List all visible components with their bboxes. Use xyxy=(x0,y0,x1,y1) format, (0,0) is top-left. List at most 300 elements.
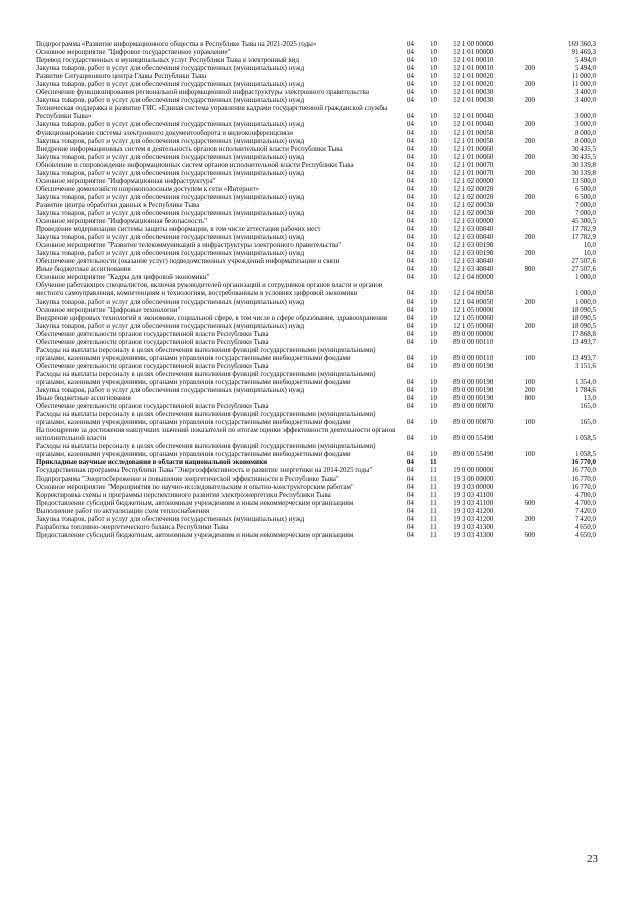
row-expense-type xyxy=(525,273,550,281)
row-amount: 7 000,0 xyxy=(575,208,596,217)
row-amount: 45 300,5 xyxy=(571,217,596,226)
row-amount: 7 420,0 xyxy=(575,506,596,515)
row-amount: 5 494,0 xyxy=(575,56,596,65)
row-section-code: 04 xyxy=(406,128,414,137)
row-expense-type xyxy=(525,56,550,64)
row-section-code: 04 xyxy=(406,72,414,81)
row-amount: 30 435,5 xyxy=(571,152,596,161)
table-row xyxy=(36,346,596,362)
row-amount: 8 000,0 xyxy=(575,136,596,145)
row-subsection-code: 10 xyxy=(429,80,437,89)
row-expense-type xyxy=(525,306,550,314)
row-amount: 3 000,0 xyxy=(575,112,596,121)
row-target-code: 12 1 03 00000 xyxy=(453,217,494,226)
row-target-code: 12 1 04 00000 xyxy=(453,273,494,282)
table-row xyxy=(36,330,596,338)
row-name: Перевод государственных и муниципальных услуг Республики Тыва в электронный вид xyxy=(36,56,300,65)
row-expense-type xyxy=(525,177,550,185)
row-name: Расходы на выплаты персоналу в целях обеспечения выполнения функций государственными (муниципальными) органами, казенными учреждениями, органами управления государственными внебюджетными фондами xyxy=(36,369,376,386)
row-section-code: 04 xyxy=(406,225,414,234)
row-expense-type: 200 xyxy=(524,192,536,201)
row-name: Подпрограмма "Энергосбережение и повышение энергетической эффективности в Республике Тыва" xyxy=(36,474,339,483)
table-row xyxy=(36,225,596,233)
table-row xyxy=(36,531,596,539)
row-target-code: 12 1 01 00020 xyxy=(453,72,494,81)
row-name: Иные бюджетные ассигнования xyxy=(36,394,131,403)
row-name: Развитие центра обработки данных в Республике Тыва xyxy=(36,200,200,209)
row-expense-type: 200 xyxy=(524,297,536,306)
row-section-code: 04 xyxy=(406,402,414,411)
budget-table-body xyxy=(36,40,596,539)
row-amount: 4 700,0 xyxy=(575,498,596,507)
row-name: Корректировка схемы и программы перспективного развития электроэнергетики Республики Тыва xyxy=(36,490,331,499)
row-target-code: 12 1 01 00060 xyxy=(453,144,494,153)
row-expense-type xyxy=(525,475,550,483)
row-target-code: 89 0 00 55490 xyxy=(453,450,494,459)
row-target-code: 89 0 00 00190 xyxy=(453,361,494,370)
row-amount: 18 090,5 xyxy=(571,313,596,322)
row-section-code: 04 xyxy=(406,305,414,314)
table-row xyxy=(36,306,596,314)
row-section-code: 04 xyxy=(406,217,414,226)
row-amount: 4 650,0 xyxy=(575,530,596,539)
row-target-code: 19 3 03 41200 xyxy=(453,506,494,515)
row-amount: 10,0 xyxy=(583,249,596,258)
row-target-code: 12 1 03 00040 xyxy=(453,225,494,234)
row-subsection-code: 11 xyxy=(429,490,437,499)
row-section-code: 04 xyxy=(406,466,414,475)
table-row xyxy=(36,233,596,241)
row-expense-type: 200 xyxy=(524,321,536,330)
row-name: Обеспечение деятельности органов государственной власти Республики Тыва xyxy=(36,402,269,411)
row-target-code: 89 0 00 00190 xyxy=(453,377,494,386)
table-row xyxy=(36,129,596,137)
row-amount: 8 000,0 xyxy=(575,128,596,137)
table-row xyxy=(36,217,596,225)
row-amount: 30 139,8 xyxy=(571,168,596,177)
row-subsection-code: 10 xyxy=(429,217,437,226)
row-subsection-code: 10 xyxy=(429,56,437,65)
row-section-code: 04 xyxy=(406,377,414,386)
row-amount: 16 770,0 xyxy=(571,466,596,475)
row-section-code: 04 xyxy=(406,200,414,209)
row-expense-type xyxy=(525,483,550,491)
row-target-code: 89 0 00 00190 xyxy=(453,386,494,395)
row-expense-type: 100 xyxy=(524,418,536,427)
table-row xyxy=(36,314,596,322)
row-subsection-code: 10 xyxy=(429,72,437,81)
row-amount: 16 770,0 xyxy=(571,458,596,467)
row-expense-type: 200 xyxy=(524,514,536,523)
page-number: 23 xyxy=(587,853,598,865)
row-amount: 18 090,5 xyxy=(571,305,596,314)
row-section-code: 04 xyxy=(406,192,414,201)
row-name: Выполнение работ по актуализации схем теплоснабжения xyxy=(36,506,210,515)
row-section-code: 04 xyxy=(406,450,414,459)
table-row xyxy=(36,426,596,442)
row-expense-type xyxy=(525,426,550,442)
table-row xyxy=(36,96,596,104)
table-row xyxy=(36,298,596,306)
row-expense-type xyxy=(525,145,550,153)
table-row xyxy=(36,281,596,297)
row-name: Обеспечение деятельности органов государственной власти Республики Тыва xyxy=(36,329,269,338)
row-amount: 13 493,7 xyxy=(571,337,596,346)
row-target-code: 12 1 03 00040 xyxy=(453,233,494,242)
table-row xyxy=(36,338,596,346)
row-subsection-code: 10 xyxy=(429,152,437,161)
row-section-code: 04 xyxy=(406,176,414,185)
row-name: Закупка товаров, работ и услуг для обеспечения государственных (муниципальных) нужд xyxy=(36,297,305,306)
row-amount: 13,0 xyxy=(583,394,596,403)
row-target-code: 12 1 01 00020 xyxy=(453,80,494,89)
row-expense-type: 200 xyxy=(524,80,536,89)
table-row xyxy=(36,370,596,386)
table-row xyxy=(36,523,596,531)
row-section-code: 04 xyxy=(406,474,414,483)
row-name: Внедрение информационных систем в деятельность органов исполнительной власти Республики Тыва xyxy=(36,144,343,153)
row-target-code: 12 1 01 00010 xyxy=(453,64,494,73)
table-row xyxy=(36,185,596,193)
budget-table xyxy=(36,40,596,539)
row-expense-type xyxy=(525,72,550,80)
row-section-code: 04 xyxy=(406,273,414,282)
row-section-code: 04 xyxy=(406,458,414,467)
table-row xyxy=(36,88,596,96)
row-target-code: 19 3 03 41300 xyxy=(453,522,494,531)
row-name: Предоставление субсидий бюджетным, автономным учреждениям и иным некоммерческим организациям xyxy=(36,530,354,539)
table-row xyxy=(36,491,596,499)
row-section-code: 04 xyxy=(406,208,414,217)
row-name: Развитие Ситуационного центра Главы Республики Тыва xyxy=(36,72,207,81)
row-target-code: 12 1 01 00070 xyxy=(453,160,494,169)
row-target-code: 12 1 01 00030 xyxy=(453,88,494,97)
row-amount: 10,0 xyxy=(583,241,596,250)
row-subsection-code: 10 xyxy=(429,112,437,121)
row-subsection-code: 10 xyxy=(429,353,437,362)
row-subsection-code: 10 xyxy=(429,64,437,73)
row-target-code: 12 1 03 40040 xyxy=(453,265,494,274)
row-amount: 17 782,9 xyxy=(571,225,596,234)
row-name: Закупка товаров, работ и услуг для обеспечения государственных (муниципальных) нужд xyxy=(36,233,305,242)
row-subsection-code: 10 xyxy=(429,386,437,395)
row-target-code xyxy=(453,458,524,466)
row-subsection-code: 11 xyxy=(429,474,437,483)
row-expense-type: 200 xyxy=(524,386,536,395)
row-subsection-code: 10 xyxy=(429,40,437,48)
row-section-code: 04 xyxy=(406,321,414,330)
row-amount: 1 784,6 xyxy=(575,386,596,395)
row-target-code: 89 0 00 00110 xyxy=(453,337,494,346)
row-amount: 13 493,7 xyxy=(571,353,596,362)
row-target-code: 12 1 03 40040 xyxy=(453,257,494,266)
row-name: Обучение работающих специалистов, включая руководителей организаций и сотрудников органов власти и органов местного самоуправления, компетенциям и технологиям, востребованным в условиях цифровой экономики xyxy=(36,281,383,298)
row-subsection-code: 10 xyxy=(429,168,437,177)
row-target-code: 12 1 02 00020 xyxy=(453,184,494,193)
row-target-code: 12 1 02 00020 xyxy=(453,192,494,201)
row-subsection-code: 11 xyxy=(429,482,437,491)
row-target-code: 19 3 03 41100 xyxy=(453,490,494,499)
row-expense-type xyxy=(525,88,550,96)
row-subsection-code: 10 xyxy=(429,289,437,298)
row-subsection-code: 10 xyxy=(429,233,437,242)
row-amount: 169 360,3 xyxy=(568,40,596,48)
row-target-code: 12 1 02 00030 xyxy=(453,200,494,209)
row-amount: 165,0 xyxy=(580,418,596,427)
row-subsection-code: 10 xyxy=(429,128,437,137)
table-row xyxy=(36,201,596,209)
row-subsection-code: 10 xyxy=(429,313,437,322)
row-section-code: 04 xyxy=(406,136,414,145)
row-amount: 13 500,0 xyxy=(571,176,596,185)
row-name: Закупка товаров, работ и услуг для обеспечения государственных (муниципальных) нужд xyxy=(36,120,305,129)
row-expense-type xyxy=(525,466,550,474)
row-name: Закупка товаров, работ и услуг для обеспечения государственных (муниципальных) нужд xyxy=(36,152,305,161)
row-expense-type xyxy=(525,201,550,209)
row-section-code: 04 xyxy=(406,184,414,193)
row-amount: 1 000,0 xyxy=(575,297,596,306)
row-name: Закупка товаров, работ и услуг для обеспечения государственных (муниципальных) нужд xyxy=(36,514,305,523)
row-expense-type: 100 xyxy=(524,377,536,386)
table-row xyxy=(36,137,596,145)
row-section-code: 04 xyxy=(406,96,414,105)
row-section-code: 04 xyxy=(406,80,414,89)
row-section-code: 04 xyxy=(406,530,414,539)
row-section-code: 04 xyxy=(406,434,414,443)
table-row xyxy=(36,515,596,523)
row-name: Разработка топливно-энергетического баланса Республики Тыва xyxy=(36,522,229,531)
row-expense-type xyxy=(525,161,550,169)
table-row xyxy=(36,442,596,458)
table-row xyxy=(36,483,596,491)
row-name: Основное мероприятие "Кадры для цифровой экономики" xyxy=(36,273,210,282)
row-name: Обеспечение функционирования региональной информационной инфраструктуры электронного правительства xyxy=(36,88,369,97)
row-subsection-code: 10 xyxy=(429,120,437,129)
row-name: Основное мероприятие "Развитие телекоммуникаций в инфраструктуры электронного правительства" xyxy=(36,241,342,250)
row-target-code: 12 1 01 00040 xyxy=(453,120,494,129)
row-name: Государственная программа Республики Тыва "Энергоэффективность и развитие энергетики на 2014-2025 годы" xyxy=(36,466,373,475)
row-amount: 4 700,0 xyxy=(575,490,596,499)
table-row xyxy=(36,209,596,217)
row-subsection-code: 10 xyxy=(429,184,437,193)
row-name: Основное мероприятие "Цифровое государственное управление" xyxy=(36,48,231,57)
row-target-code: 12 1 05 00060 xyxy=(453,313,494,322)
row-section-code: 04 xyxy=(406,482,414,491)
row-section-code: 04 xyxy=(406,265,414,274)
row-amount: 17 868,8 xyxy=(571,329,596,338)
row-section-code: 04 xyxy=(406,353,414,362)
row-target-code: 12 1 01 00010 xyxy=(453,56,494,65)
row-expense-type xyxy=(525,338,550,346)
row-section-code: 04 xyxy=(406,168,414,177)
row-amount: 5 494,0 xyxy=(575,64,596,73)
table-row xyxy=(36,120,596,128)
row-amount: 6 500,0 xyxy=(575,184,596,193)
row-target-code: 19 3 00 00000 xyxy=(453,474,494,483)
row-name: Расходы на выплаты персоналу в целях обеспечения выполнения функций государственными (муниципальными) органами, казенными учреждениями, органами управления государственными внебюджетными фондами xyxy=(36,410,376,427)
table-row xyxy=(36,410,596,426)
row-section-code: 04 xyxy=(406,241,414,250)
row-expense-type: 200 xyxy=(524,249,536,258)
row-section-code: 04 xyxy=(406,337,414,346)
row-amount: 7 420,0 xyxy=(575,514,596,523)
row-expense-type xyxy=(525,129,550,137)
row-expense-type: 600 xyxy=(524,498,536,507)
row-name: Закупка товаров, работ и услуг для обеспечения государственных (муниципальных) нужд xyxy=(36,136,305,145)
row-name: Внедрение цифровых технологий в экономике, социальной сфере, в том числе в сфере образования, здравоохранения xyxy=(36,313,387,322)
row-target-code: 12 1 04 00050 xyxy=(453,297,494,306)
row-target-code: 12 1 05 00000 xyxy=(453,305,494,314)
row-section-code: 04 xyxy=(406,152,414,161)
row-section-code: 04 xyxy=(406,514,414,523)
row-expense-type xyxy=(525,523,550,531)
row-expense-type: 200 xyxy=(524,152,536,161)
row-subsection-code: 11 xyxy=(429,498,437,507)
row-expense-type: 100 xyxy=(524,353,536,362)
row-section-code: 04 xyxy=(406,233,414,242)
row-amount: 30 435,5 xyxy=(571,144,596,153)
row-amount: 1 000,0 xyxy=(575,289,596,298)
row-name: Обеспечение деятельности органов государственной власти Республики Тыва xyxy=(36,337,269,346)
table-row xyxy=(36,177,596,185)
row-section-code: 04 xyxy=(406,418,414,427)
row-subsection-code: 10 xyxy=(429,192,437,201)
row-expense-type xyxy=(525,362,550,370)
row-subsection-code: 10 xyxy=(429,402,437,411)
row-target-code: 12 1 01 00070 xyxy=(453,168,494,177)
table-row xyxy=(36,145,596,153)
row-expense-type xyxy=(525,491,550,499)
table-row xyxy=(36,507,596,515)
row-subsection-code: 10 xyxy=(429,225,437,234)
row-subsection-code: 10 xyxy=(429,176,437,185)
row-amount: 7 000,0 xyxy=(575,200,596,209)
row-subsection-code: 10 xyxy=(429,297,437,306)
row-subsection-code: 10 xyxy=(429,434,437,443)
row-subsection-code: 10 xyxy=(429,136,437,145)
row-subsection-code: 10 xyxy=(429,249,437,258)
row-name: Закупка товаров, работ и услуг для обеспечения государственных (муниципальных) нужд xyxy=(36,80,305,89)
row-name: Закупка товаров, работ и услуг для обеспечения государственных (муниципальных) нужд xyxy=(36,249,305,258)
table-row xyxy=(36,153,596,161)
row-expense-type: 200 xyxy=(524,96,536,105)
row-subsection-code: 10 xyxy=(429,200,437,209)
row-name: Закупка товаров, работ и услуг для обеспечения государственных (муниципальных) нужд xyxy=(36,64,305,73)
row-amount: 27 507,6 xyxy=(571,265,596,274)
row-expense-type xyxy=(525,257,550,265)
row-name: Обеспечение домохозяйств широкополосным доступом к сети «Интернет» xyxy=(36,184,260,193)
row-expense-type: 800 xyxy=(524,265,536,274)
row-expense-type: 200 xyxy=(524,233,536,242)
row-target-code: 89 0 00 00190 xyxy=(453,394,494,403)
table-row xyxy=(36,458,596,466)
row-expense-type: 200 xyxy=(524,168,536,177)
row-section-code: 04 xyxy=(406,297,414,306)
row-subsection-code: 10 xyxy=(429,257,437,266)
row-target-code: 12 1 03 00190 xyxy=(453,241,494,250)
row-section-code: 04 xyxy=(406,88,414,97)
row-section-code: 04 xyxy=(406,498,414,507)
row-name: Закупка товаров, работ и услуг для обеспечения государственных (муниципальных) нужд xyxy=(36,192,305,201)
row-name: Закупка товаров, работ и услуг для обеспечения государственных (муниципальных) нужд xyxy=(36,208,305,217)
row-expense-type xyxy=(525,241,550,249)
row-name: Закупка товаров, работ и услуг для обеспечения государственных (муниципальных) нужд xyxy=(36,96,305,105)
row-subsection-code: 10 xyxy=(429,377,437,386)
row-target-code: 12 1 02 00000 xyxy=(453,176,494,185)
row-target-code: 89 0 00 00110 xyxy=(453,353,494,362)
row-section-code: 04 xyxy=(406,144,414,153)
row-name: Прикладные научные исследования в области национальной экономики xyxy=(36,458,268,467)
table-row xyxy=(36,80,596,88)
row-amount: 30 139,8 xyxy=(571,160,596,169)
budget-document xyxy=(36,40,596,539)
row-subsection-code: 10 xyxy=(429,394,437,403)
row-section-code: 04 xyxy=(406,506,414,515)
row-target-code: 89 0 00 55490 xyxy=(453,434,494,443)
row-name: Закупка товаров, работ и услуг для обеспечения государственных (муниципальных) нужд xyxy=(36,386,305,395)
row-amount: 3 151,6 xyxy=(575,361,596,370)
row-expense-type: 200 xyxy=(524,64,536,73)
row-name: Обновление и сопровождение информационных систем органов исполнительной власти Республики Тыва xyxy=(36,160,354,169)
row-target-code: 89 0 00 00000 xyxy=(453,329,494,338)
row-target-code: 19 3 03 00000 xyxy=(453,482,494,491)
row-subsection-code: 10 xyxy=(429,418,437,427)
row-amount: 4 650,0 xyxy=(575,522,596,531)
table-row xyxy=(36,402,596,410)
row-expense-type xyxy=(525,185,550,193)
row-expense-type xyxy=(525,314,550,322)
table-row xyxy=(36,322,596,330)
row-subsection-code: 10 xyxy=(429,329,437,338)
row-amount: 1 058,5 xyxy=(575,434,596,443)
row-target-code: 12 1 03 00190 xyxy=(453,249,494,258)
row-section-code: 04 xyxy=(406,112,414,121)
table-row xyxy=(36,499,596,507)
row-expense-type xyxy=(525,330,550,338)
table-row xyxy=(36,64,596,72)
table-row xyxy=(36,104,596,120)
table-row xyxy=(36,241,596,249)
row-expense-type xyxy=(525,225,550,233)
row-target-code: 12 1 01 00060 xyxy=(453,152,494,161)
row-target-code: 89 0 00 00870 xyxy=(453,418,494,427)
table-row xyxy=(36,161,596,169)
row-amount: 16 770,0 xyxy=(571,474,596,483)
row-name: Основное мероприятие "Информационная инфраструктура" xyxy=(36,176,216,185)
row-expense-type xyxy=(525,402,550,410)
row-target-code: 12 1 00 00000 xyxy=(453,40,494,48)
row-amount: 1 354,0 xyxy=(575,377,596,386)
row-section-code: 04 xyxy=(406,64,414,73)
row-amount: 27 507,6 xyxy=(571,257,596,266)
row-amount: 3 000,0 xyxy=(575,120,596,129)
table-row xyxy=(36,72,596,80)
row-expense-type xyxy=(525,507,550,515)
row-subsection-code: 10 xyxy=(429,96,437,105)
row-section-code: 04 xyxy=(406,329,414,338)
row-section-code: 04 xyxy=(406,386,414,395)
table-row xyxy=(36,394,596,402)
table-row xyxy=(36,249,596,257)
row-subsection-code: 10 xyxy=(429,144,437,153)
row-name: Техническая поддержка и развитие ГИС «Единая система управления кадрами государственной гражданской службы Республики Тыва» xyxy=(36,104,388,121)
row-name: Основное мероприятие "Мероприятия по научно-исследовательским и опытно-конструкторским работам" xyxy=(36,482,354,491)
row-subsection-code: 11 xyxy=(429,506,437,515)
row-amount: 11 000,0 xyxy=(571,72,596,81)
row-subsection-code: 10 xyxy=(429,241,437,250)
row-amount: 165,0 xyxy=(580,402,596,411)
row-name: Иные бюджетные ассигнования xyxy=(36,265,131,274)
